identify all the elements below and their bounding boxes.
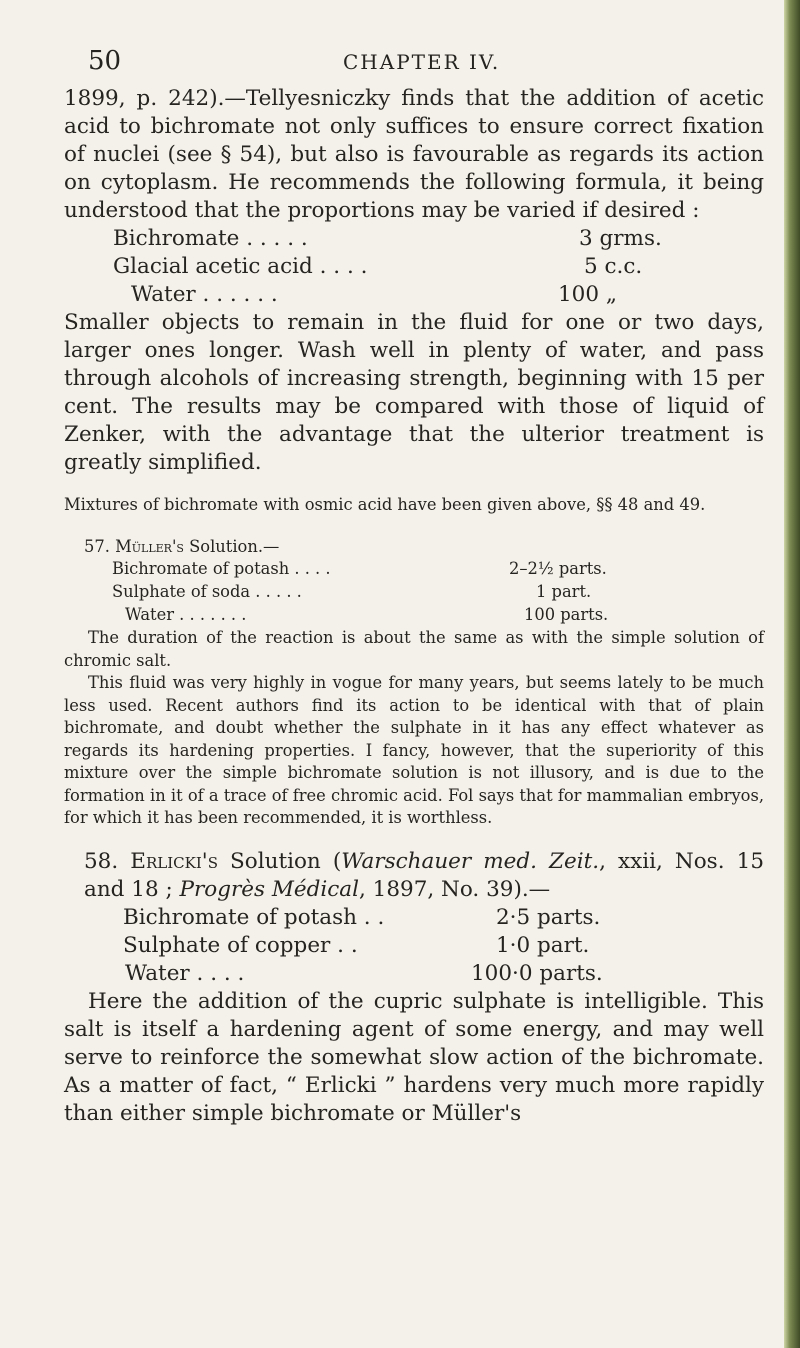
formula-amount: 100 parts. [524, 605, 609, 624]
formula-ingredient: Water . . . . . . [131, 282, 285, 307]
section-number: 57. [84, 536, 110, 556]
section-57-paragraph: This fluid was very highly in vogue for many years, but seems lately to be much less used. Recent authors find its action to be identical with that of plain bichromate, and doubt whether the sulphate in it has any effect whatever as regards its hardening properties. I fancy, however, that the superiority of this mixture over the simple bichromate solution is not illusory, and is due to the formation in it of a trace of free chromic acid. Fol says that for mammalian embryos, for which it has been recommended, it is worthless. [64, 673, 764, 827]
section-57-heading [64, 536, 764, 559]
formula-row [64, 932, 764, 960]
section-author: Erlicki's [130, 848, 218, 874]
chapter-title: CHAPTER IV. [343, 50, 501, 74]
section-58-heading [64, 848, 764, 904]
formula-amount: 1·0 part. [496, 932, 590, 958]
formula-row [64, 604, 764, 627]
page-number: 50 [88, 46, 122, 76]
erlicki-formula [64, 904, 764, 988]
page-body [64, 85, 764, 1128]
formula-amount: 1 part. [536, 582, 592, 601]
page-edge [784, 0, 800, 1348]
formula-amount: 2–2½ parts. [509, 559, 607, 578]
formula-amount: 3 grms. [579, 226, 662, 251]
section-title: Solution ( [217, 848, 342, 874]
formula-row [64, 558, 764, 581]
formula-amount: 100·0 parts. [471, 960, 603, 986]
formula-row [64, 581, 764, 604]
formula-ingredient: Bichromate of potash . . . . [112, 559, 336, 578]
tellyesniczky-formula [64, 225, 764, 309]
intro-paragraph: 1899, p. 242).—Tellyesniczky finds that the addition of acetic acid to bichromate not only suffices to ensure correct fixation of nuclei (see § 54), but also is favourable as regards its action on cytoplasm. He recommends the following formula, it being understood that the proportions may be varied if desired : [64, 86, 764, 223]
formula-row [64, 904, 764, 932]
formula-ingredient: Bichromate . . . . . [113, 226, 315, 251]
formula-amount: 2·5 parts. [496, 904, 601, 930]
section-number: 58. [84, 848, 119, 874]
formula-ingredient: Sulphate of soda . . . . . [112, 582, 308, 601]
formula-ingredient: Sulphate of copper . . [123, 932, 365, 958]
section-58-paragraph: Here the addition of the cupric sulphate is intelligible. This salt is itself a hardening agent of some energy, and may well serve to reinforce the somewhat slow action of the bichromate. As a matter of fact, “ Erlicki ” hardens very much more rapidly than either simple bichromate or Müller's [64, 988, 764, 1126]
running-header [88, 46, 778, 76]
citation-reference: , xxii, Nos. 15 and 18 ; [84, 848, 765, 902]
formula-ingredient: Glacial acetic acid . . . . [113, 254, 375, 279]
muller-formula [64, 558, 764, 627]
treatment-paragraph: Smaller objects to remain in the fluid for one or two days, larger ones longer. Wash well in plenty of water, and pass through alcohols of increasing strength, beginning with 15 per cent. The results may be compared with those of liquid of Zenker, with the advantage that the ulterior treatment is greatly simplified. [64, 310, 764, 475]
formula-amount: 5 c.c. [584, 254, 643, 279]
journal-citation: Progrès Médical [179, 876, 359, 902]
citation-reference: , 1897, No. 39).— [358, 876, 551, 902]
formula-row [64, 253, 764, 281]
formula-ingredient: Bichromate of potash . . [123, 904, 392, 930]
formula-row [64, 281, 764, 309]
formula-ingredient: Water . . . . [125, 960, 252, 986]
formula-amount: 100 „ [558, 282, 618, 307]
formula-ingredient: Water . . . . . . . [125, 605, 252, 624]
section-57-paragraph: The duration of the reaction is about the same as with the simple solution of chromic salt. [64, 628, 764, 670]
section-author: Müller's [115, 536, 184, 556]
section-title: Solution.— [183, 536, 280, 556]
note-paragraph: Mixtures of bichromate with osmic acid have been given above, §§ 48 and 49. [64, 495, 706, 514]
journal-citation: Warschauer med. Zeit. [341, 848, 600, 874]
formula-row [64, 225, 764, 253]
formula-row [64, 960, 764, 988]
